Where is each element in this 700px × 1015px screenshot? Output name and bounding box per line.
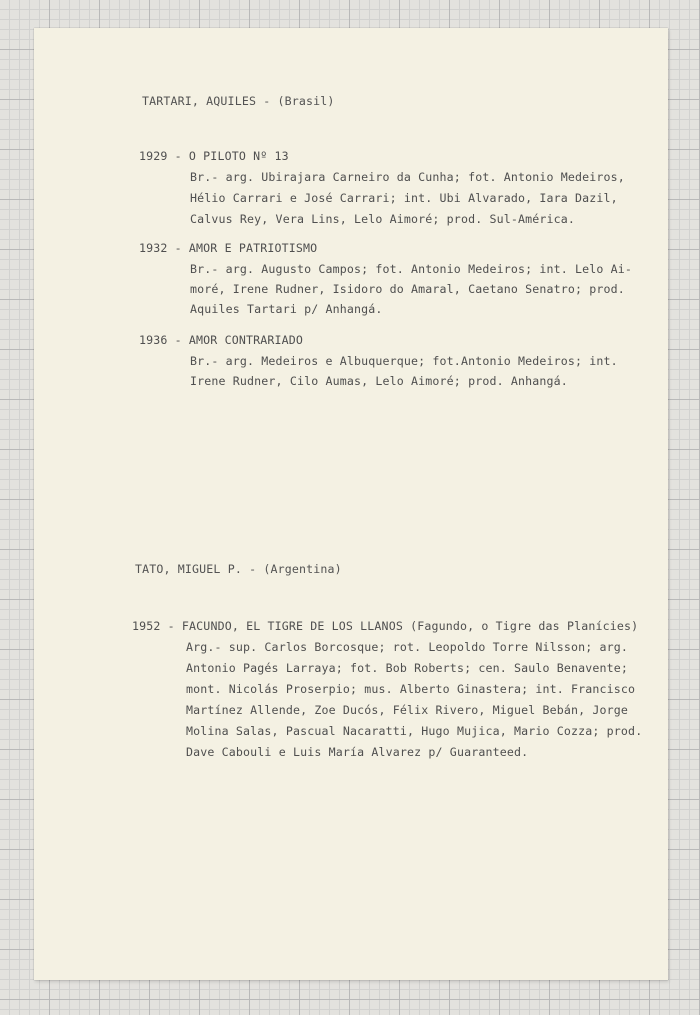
entry-title: FACUNDO, EL TIGRE DE LOS LLANOS (Fagundo, o Tigre das Planícies) (181, 619, 639, 633)
entry-title: AMOR E PATRIOTISMO (188, 241, 318, 255)
entry-credits-line: Hélio Carrari e José Carrari; int. Ubi Alvarado, Iara Dazil, (190, 191, 618, 205)
entry-year-title: 1952 - FACUNDO, EL TIGRE DE LOS LLANOS (Fagundo, o Tigre das Planícies) (132, 619, 639, 633)
entry-year: 1936 (139, 333, 168, 347)
entry-credits-line: mont. Nicolás Proserpio; mus. Alberto Ginastera; int. Francisco (186, 682, 636, 696)
entry-year-title: 1932 - AMOR E PATRIOTISMO (139, 241, 318, 255)
entry-year-title: 1936 - AMOR CONTRARIADO (139, 333, 304, 347)
section-heading: TATO, MIGUEL P. - (Argentina) (135, 562, 342, 576)
entry-credits-line: Molina Salas, Pascual Nacaratti, Hugo Mujica, Mario Cozza; prod. (186, 724, 643, 738)
entry-credits-line: moré, Irene Rudner, Isidoro do Amaral, Caetano Senatro; prod. (190, 282, 625, 296)
entry-year: 1952 (132, 619, 161, 633)
entry-credits-line: Dave Cabouli e Luis María Alvarez p/ Guaranteed. (186, 745, 529, 759)
entry-credits-line: Irene Rudner, Cilo Aumas, Lelo Aimoré; prod. Anhangá. (190, 374, 568, 388)
entry-credits-line: Aquiles Tartari p/ Anhangá. (190, 302, 383, 316)
entry-credits-line: Br.- arg. Augusto Campos; fot. Antonio Medeiros; int. Lelo Ai- (190, 262, 633, 276)
catalog-card (34, 28, 668, 980)
entry-title: AMOR CONTRARIADO (188, 333, 304, 347)
entry-credits-line: Antonio Pagés Larraya; fot. Bob Roberts; cen. Saulo Benavente; (186, 661, 629, 675)
entry-credits-line: Martínez Allende, Zoe Ducós, Félix Rivero, Miguel Bebán, Jorge (186, 703, 629, 717)
entry-title: O PILOTO Nº 13 (188, 149, 289, 163)
entry-credits-line: Arg.- sup. Carlos Borcosque; rot. Leopoldo Torre Nilsson; arg. (186, 640, 629, 654)
entry-year-title: 1929 - O PILOTO Nº 13 (139, 149, 289, 163)
entry-year: 1932 (139, 241, 168, 255)
entry-credits-line: Br.- arg. Ubirajara Carneiro da Cunha; fot. Antonio Medeiros, (190, 170, 625, 184)
entry-credits-line: Calvus Rey, Vera Lins, Lelo Aimoré; prod. Sul-América. (190, 212, 576, 226)
entry-credits-line: Br.- arg. Medeiros e Albuquerque; fot.Antonio Medeiros; int. (190, 354, 618, 368)
entry-year: 1929 (139, 149, 168, 163)
section-heading: TARTARI, AQUILES - (Brasil) (142, 94, 335, 108)
